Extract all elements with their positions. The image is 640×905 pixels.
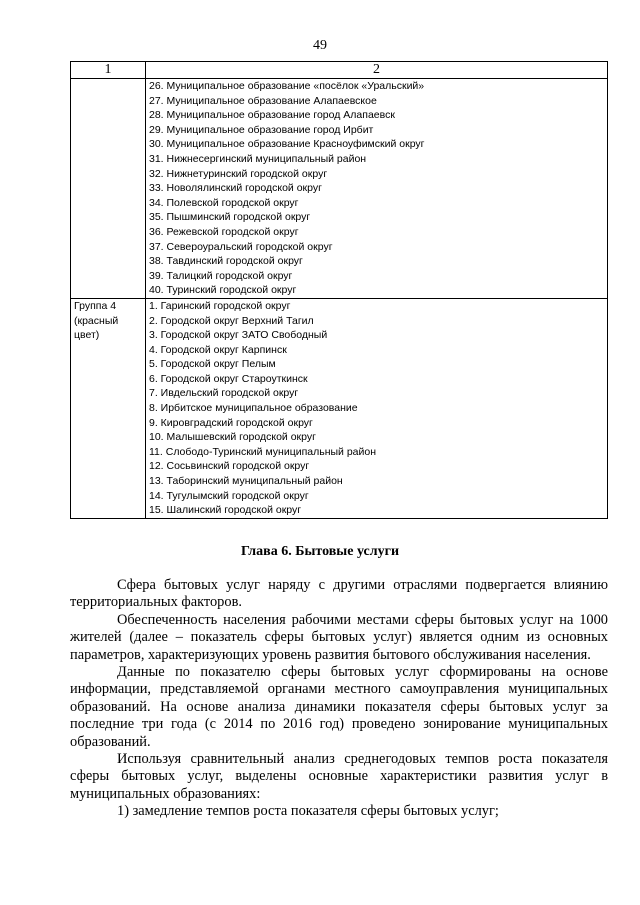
table-header-row [71,62,608,79]
list-item: 34. Полевской городской округ [149,196,299,209]
list-item: 11. Слободо-Туринский муниципальный район [149,445,377,458]
list-item: 37. Североуральский городской округ [149,240,333,253]
list-item: 40. Туринский городской округ [149,284,297,297]
list-item: 33. Новолялинский городской округ [149,182,322,195]
paragraph: Обеспеченность населения рабочими местами сферы бытовых услуг на 1000 жителей (далее – показатель сферы бытовых услуг) является одним из основных параметров, характеризующих уровень развития бытового обслуживания населения. [70,611,608,663]
municipality-list-cell [146,79,608,299]
list-item: 29. Муниципальное образование город Ирбит [149,123,374,136]
list-item: 6. Городской округ Староуткинск [149,372,308,385]
list-item: 30. Муниципальное образование Красноуфимский округ [149,138,425,151]
group-label-line: цвет) [74,329,100,342]
list-item: 13. Таборинский муниципальный район [149,475,343,488]
list-item: 12. Сосьвинский городской округ [149,460,310,473]
list-item: 38. Тавдинский городской округ [149,255,303,268]
list-item: 3. Городской округ ЗАТО Свободный [149,329,328,342]
column-header-2: 2 [146,62,608,79]
list-item: 4. Городской округ Карпинск [149,343,287,356]
municipalities-table [70,61,608,519]
list-item: 36. Режевской городской округ [149,225,299,238]
list-item: 32. Нижнетуринский городской округ [149,167,328,180]
list-item: 1. Гаринский городской округ [149,299,291,312]
column-header-1: 1 [71,62,146,79]
list-item: 5. Городской округ Пелым [149,358,276,371]
list-item: 28. Муниципальное образование город Алапаевск [149,109,395,122]
municipality-list-cell [146,298,608,518]
list-item: 10. Малышевский городской округ [149,431,316,444]
paragraph: Сфера бытовых услуг наряду с другими отраслями подвергается влиянию территориальных факторов. [70,577,608,611]
body-text [70,577,608,821]
list-item: 31. Нижнесергинский муниципальный район [149,152,367,165]
table-row-group4 [71,298,608,518]
list-item: 39. Талицкий городской округ [149,269,293,282]
paragraph: 1) замедление темпов роста показателя сферы бытовых услуг; [117,803,499,820]
list-item: 8. Ирбитское муниципальное образование [149,402,358,415]
list-item: 7. Ивдельский городской округ [149,387,299,400]
group-cell-empty [71,79,146,299]
chapter-title: Глава 6. Бытовые услуги [240,544,400,559]
paragraph: Используя сравнительный анализ среднегодовых темпов роста показателя сферы бытовых услуг, выделены основные характеристики развития услуг в муниципальных образованиях: [70,751,608,802]
group4-label-cell [71,298,146,518]
list-item: 26. Муниципальное образование «посёлок «Уральский» [149,80,425,92]
table-row-group3-continuation [71,79,608,299]
page-number: 49 [313,38,327,53]
paragraph: Данные по показателю сферы бытовых услуг сформированы на основе информации, представляемой органами местного самоуправления муниципальных образований. На основе анализа динамики показателя сферы бытовых услуг за последние три года (с 2014 по 2016 год) проведено зонирование муниципальных образований. [70,664,608,750]
group-label-line: Группа 4 [74,299,117,312]
list-item: 9. Кировградский городской округ [149,416,313,429]
list-item: 14. Тугулымский городской округ [149,489,309,502]
list-item: 2. Городской округ Верхний Тагил [149,314,314,327]
list-item: 15. Шалинский городской округ [149,504,302,517]
list-item: 35. Пышминский городской округ [149,211,311,224]
group-label-line: (красный [74,314,119,327]
list-item: 27. Муниципальное образование Алапаевское [149,94,377,107]
